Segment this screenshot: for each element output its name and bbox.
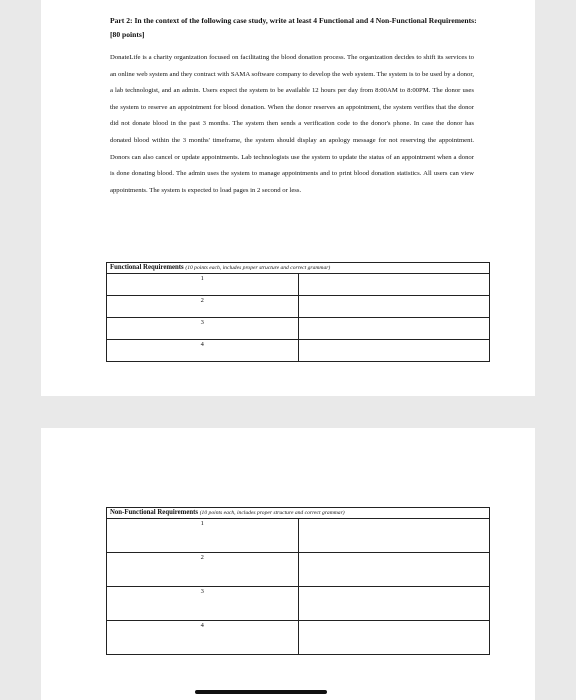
table-row — [107, 340, 490, 362]
row-number: 1 — [107, 274, 299, 296]
answer-cell[interactable] — [298, 296, 490, 318]
row-number: 1 — [107, 519, 299, 553]
document-page-1 — [41, 0, 535, 396]
answer-cell[interactable] — [298, 318, 490, 340]
functional-table-header — [107, 263, 490, 274]
table-row — [107, 318, 490, 340]
answer-cell[interactable] — [298, 621, 490, 655]
table-row — [107, 296, 490, 318]
case-study-paragraph: DonateLife is a charity organization focused on facilitating the blood donation process. The organization decides to shift its services to an online web system and they contract with SAMA software company to develop the web system. The system is to be used by a donor, a lab technologist, and an admin. Users expect the system to be available 12 hours per day from 8:00AM to 8:00PM. The donor uses the system to reserve an appointment for blood donation. When the donor reserves an appointment, the system verifies that the donor did not donate blood in the past 3 months. The system then sends a verification code to the donor's phone. In case the donor has donated blood within the 3 months' timeframe, the system should display an apology message for not reserving the appointment. Donors can also cancel or update appointments. Lab technologists use the system to update the status of an appointment when a donor is done donating blood. The admin uses the system to manage appointments and to print blood donation statistics. All users can view appointments. The system is expected to load pages in 2 second or less. — [110, 54, 474, 194]
table-row — [107, 621, 490, 655]
row-number: 3 — [107, 318, 299, 340]
row-number: 2 — [107, 296, 299, 318]
part-heading: Part 2: In the context of the following case study, write at least 4 Functional and 4 Non-Functional Requirements: [80 points] — [110, 16, 477, 39]
answer-cell[interactable] — [298, 340, 490, 362]
table-row — [107, 553, 490, 587]
functional-requirements-table — [106, 262, 490, 362]
row-number: 4 — [107, 340, 299, 362]
answer-cell[interactable] — [298, 519, 490, 553]
home-indicator[interactable] — [195, 690, 327, 694]
nonfunctional-table-note: (10 points each, includes proper structure and correct grammar) — [199, 510, 345, 516]
answer-cell[interactable] — [298, 553, 490, 587]
functional-table-note: (10 points each, includes proper structure and correct grammar) — [185, 265, 331, 271]
table-row — [107, 274, 490, 296]
row-number: 4 — [107, 621, 299, 655]
row-number: 3 — [107, 587, 299, 621]
nonfunctional-table-header — [107, 508, 490, 519]
answer-cell[interactable] — [298, 274, 490, 296]
answer-cell[interactable] — [298, 587, 490, 621]
nonfunctional-table-title: Non-Functional Requirements — [110, 509, 199, 516]
nonfunctional-requirements-table — [106, 507, 490, 655]
row-number: 2 — [107, 553, 299, 587]
table-row — [107, 587, 490, 621]
functional-table-title: Functional Requirements — [110, 264, 184, 271]
document-page-2 — [41, 428, 535, 700]
table-row — [107, 519, 490, 553]
